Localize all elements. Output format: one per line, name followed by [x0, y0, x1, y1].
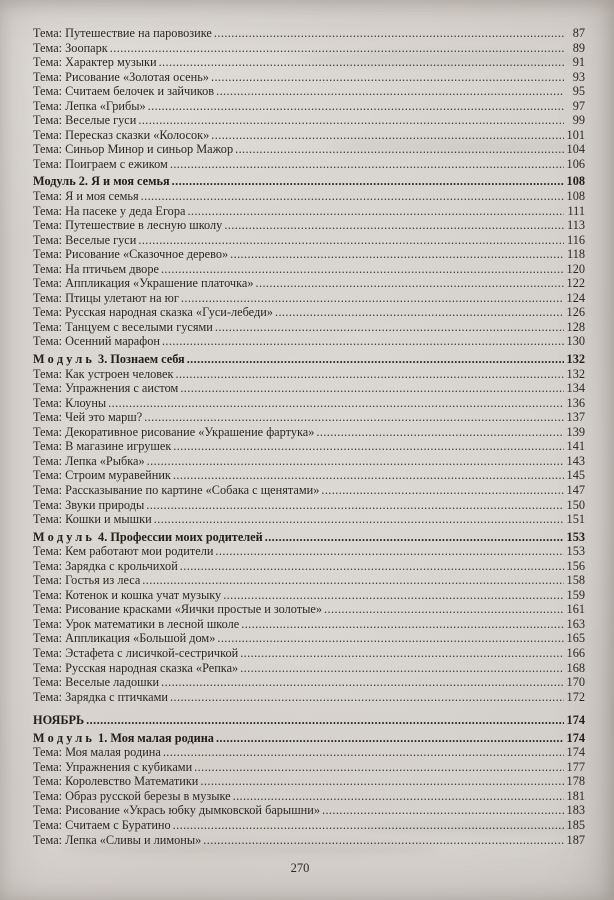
toc-entry-page: 111	[567, 203, 585, 218]
dot-leader	[233, 142, 564, 157]
dot-leader	[152, 512, 564, 527]
toc-entry-label: Тема: На пасеке у деда Егора	[33, 203, 186, 218]
toc-entry-label: Тема: Кем работают мои родители	[33, 544, 214, 559]
toc-entry-label: Тема: Лепка «Рыбка»	[33, 453, 145, 468]
dot-leader	[273, 305, 564, 320]
toc-entry-page: 95	[572, 84, 585, 99]
toc-entry	[33, 157, 585, 172]
toc-entry-page: 108	[566, 174, 585, 189]
table-of-contents	[33, 26, 585, 847]
dot-leader	[201, 833, 564, 848]
toc-entry-label: Тема: Рисование красками «Яички простые и золотые»	[33, 602, 323, 617]
toc-entry	[33, 334, 585, 349]
toc-entry	[33, 439, 585, 454]
toc-entry	[33, 745, 585, 760]
dot-leader	[171, 439, 564, 454]
dot-leader	[136, 233, 564, 248]
dot-leader	[213, 544, 564, 559]
dot-leader	[198, 774, 564, 789]
toc-entry	[33, 602, 585, 617]
toc-entry-page: 174	[566, 745, 585, 760]
toc-entry-label: Тема: Характер музыки	[33, 55, 157, 70]
toc-entry	[33, 690, 585, 705]
page-number: 270	[290, 861, 310, 875]
dot-leader	[215, 631, 564, 646]
toc-entry	[33, 789, 585, 804]
toc-entry	[33, 204, 585, 219]
toc-entry-label: Тема: Аппликация «Большой дом»	[33, 631, 216, 646]
toc-entry-page: 172	[566, 689, 585, 704]
dot-leader	[209, 70, 564, 85]
toc-entry	[33, 410, 585, 425]
toc-entry-page: 150	[566, 497, 585, 512]
toc-entry-page: 153	[566, 529, 585, 544]
toc-entry-page: 141	[566, 439, 585, 454]
toc-entry-page: 147	[566, 482, 585, 497]
toc-entry-page: 178	[566, 774, 585, 789]
toc-entry	[33, 276, 585, 291]
toc-entry-label: Тема: Урок математики в лесной школе	[33, 616, 240, 631]
dot-leader	[173, 367, 564, 382]
toc-entry-label: Тема: На птичьем дворе	[33, 261, 159, 276]
toc-entry-page: 101	[566, 127, 585, 142]
toc-entry	[33, 646, 585, 661]
dot-leader	[322, 602, 564, 617]
toc-entry-page: 165	[566, 631, 585, 646]
dot-leader	[106, 396, 564, 411]
toc-entry-page: 108	[566, 189, 585, 204]
dot-leader	[145, 454, 564, 469]
toc-entry-page: 91	[572, 55, 585, 70]
toc-entry-page: 183	[566, 803, 585, 818]
toc-entry-page: 156	[566, 558, 585, 573]
toc-entry-label: Тема: Путешествие в лесную школу	[33, 218, 223, 233]
dot-leader	[161, 745, 564, 760]
toc-entry-page: 87	[572, 26, 585, 40]
toc-entry-page: 106	[566, 156, 585, 171]
toc-entry-label: Тема: Веселые ладошки	[33, 675, 160, 690]
dot-leader	[314, 425, 564, 440]
toc-entry	[33, 41, 585, 56]
toc-entry-label: Тема: Зарядка с птичками	[33, 689, 169, 704]
toc-entry-label: Тема: Аппликация «Украшение платочка»	[33, 276, 254, 291]
toc-entry-page: 143	[566, 453, 585, 468]
toc-entry	[33, 84, 585, 99]
toc-entry	[33, 559, 585, 574]
toc-entry-label: Тема: Упражнения с аистом	[33, 381, 179, 396]
toc-entry	[33, 55, 585, 70]
toc-entry-page: 139	[566, 424, 585, 439]
toc-entry-label: Тема: Упражнения с кубиками	[33, 759, 193, 774]
dot-leader	[178, 381, 564, 396]
toc-entry-page: 116	[567, 232, 585, 247]
dot-leader	[170, 174, 564, 189]
toc-entry	[33, 189, 585, 204]
toc-entry-page: 89	[572, 40, 585, 55]
toc-entry-label: Тема: Поиграем с ежиком	[33, 156, 168, 171]
toc-heading	[33, 174, 585, 189]
toc-heading	[33, 731, 585, 746]
toc-entry-label: М о д у л ь 4. Профессии моих родителей	[33, 529, 263, 544]
toc-entry-label: Тема: Лепка «Сливы и лимоны»	[33, 832, 202, 847]
dot-leader	[254, 276, 565, 291]
toc-entry-label: М о д у л ь 3. Познаем себя	[33, 352, 185, 367]
toc-entry-page: 122	[566, 276, 585, 291]
toc-entry	[33, 573, 585, 588]
toc-entry-label: Тема: Птицы улетают на юг	[33, 290, 179, 305]
toc-entry	[33, 774, 585, 789]
toc-entry	[33, 833, 585, 848]
toc-heading	[33, 352, 585, 367]
dot-leader	[214, 84, 564, 99]
toc-entry-label: Тема: Строим муравейник	[33, 468, 171, 483]
toc-entry	[33, 396, 585, 411]
toc-entry	[33, 631, 585, 646]
toc-entry	[33, 512, 585, 527]
dot-leader	[185, 352, 564, 367]
toc-entry-label: Тема: Считаем с Буратино	[33, 817, 171, 832]
toc-entry	[33, 425, 585, 440]
toc-entry-label: Тема: Рисование «Укрась юбку дымковской барышни»	[33, 803, 320, 818]
dot-leader	[140, 573, 564, 588]
toc-entry	[33, 291, 585, 306]
toc-entry-label: Тема: Осенний марафон	[33, 334, 160, 349]
toc-entry	[33, 381, 585, 396]
toc-entry-page: 120	[566, 261, 585, 276]
toc-entry-label: Тема: Звуки природы	[33, 497, 145, 512]
toc-entry	[33, 483, 585, 498]
dot-leader	[222, 218, 564, 233]
dot-leader	[168, 690, 564, 705]
dot-leader	[212, 26, 564, 41]
toc-entry-label: Тема: Эстафета с лисичкой-сестричкой	[33, 645, 239, 660]
toc-entry-label: Тема: Я и моя семья	[33, 189, 139, 204]
toc-entry-page: 134	[566, 381, 585, 396]
toc-entry-label: Тема: Клоуны	[33, 395, 107, 410]
toc-entry-label: М о д у л ь 1. Моя малая родина	[33, 730, 214, 745]
toc-entry	[33, 544, 585, 559]
dot-leader	[319, 483, 564, 498]
toc-entry-label: Тема: Лепка «Грибы»	[33, 98, 146, 113]
dot-leader	[320, 803, 564, 818]
toc-heading	[33, 713, 585, 728]
toc-entry-page: 166	[566, 645, 585, 660]
toc-entry-page: 181	[566, 788, 585, 803]
toc-entry	[33, 128, 585, 143]
dot-leader	[192, 760, 564, 775]
toc-entry-page: 136	[566, 395, 585, 410]
toc-entry-label: Тема: Зарядка с крольчихой	[33, 558, 178, 573]
toc-entry	[33, 70, 585, 85]
dot-leader	[84, 713, 564, 728]
toc-entry-page: 118	[567, 247, 585, 262]
dot-leader	[159, 675, 564, 690]
toc-entry	[33, 468, 585, 483]
toc-entry-label: Тема: Веселые гуси	[33, 232, 137, 247]
toc-entry	[33, 262, 585, 277]
dot-leader	[157, 55, 564, 70]
dot-leader	[179, 291, 564, 306]
toc-entry-page: 126	[566, 305, 585, 320]
toc-entry-page: 185	[566, 817, 585, 832]
toc-entry-page: 151	[566, 512, 585, 527]
toc-entry-page: 161	[566, 602, 585, 617]
toc-entry	[33, 617, 585, 632]
toc-entry-label: Тема: Русская народная сказка «Гуси-лебеди»	[33, 305, 273, 320]
toc-entry-label: Тема: Синьор Минор и синьор Мажор	[33, 142, 234, 157]
dot-leader	[263, 530, 564, 545]
toc-entry-label: НОЯБРЬ	[33, 713, 85, 728]
dot-leader	[136, 113, 564, 128]
toc-entry-page: 137	[566, 410, 585, 425]
dot-leader	[160, 334, 564, 349]
dot-leader	[239, 617, 564, 632]
toc-entry	[33, 233, 585, 248]
toc-entry	[33, 99, 585, 114]
dot-leader	[238, 646, 564, 661]
dot-leader	[185, 204, 564, 219]
toc-entry-page: 177	[566, 759, 585, 774]
toc-entry-page: 104	[566, 142, 585, 157]
toc-entry	[33, 588, 585, 603]
toc-entry-page: 163	[566, 616, 585, 631]
dot-leader	[209, 128, 564, 143]
dot-leader	[139, 189, 564, 204]
toc-entry-page: 130	[566, 334, 585, 349]
toc-entry-label: Тема: Зоопарк	[33, 40, 108, 55]
dot-leader	[108, 41, 564, 56]
toc-entry-label: Тема: Кошки и мышки	[33, 512, 152, 527]
toc-entry-page: 174	[566, 713, 585, 728]
toc-entry-page: 168	[566, 660, 585, 675]
dot-leader	[231, 789, 564, 804]
toc-entry	[33, 675, 585, 690]
toc-entry-label: Тема: Королевство Математики	[33, 774, 199, 789]
toc-entry-label: Тема: Образ русской березы в музыке	[33, 788, 231, 803]
toc-entry-label: Тема: Пересказ сказки «Колосок»	[33, 127, 210, 142]
toc-entry	[33, 498, 585, 513]
toc-entry	[33, 454, 585, 469]
toc-entry	[33, 113, 585, 128]
toc-entry-page: 132	[566, 366, 585, 381]
toc-entry-label: Тема: Русская народная сказка «Репка»	[33, 660, 239, 675]
dot-leader	[146, 99, 564, 114]
dot-leader	[221, 588, 564, 603]
toc-entry-label: Тема: Гостья из леса	[33, 573, 141, 588]
toc-entry	[33, 803, 585, 818]
toc-entry-label: Тема: Как устроен человек	[33, 366, 174, 381]
dot-leader	[159, 262, 564, 277]
toc-entry-page: 128	[566, 319, 585, 334]
toc-entry	[33, 818, 585, 833]
dot-leader	[178, 559, 564, 574]
toc-entry-page: 170	[566, 675, 585, 690]
toc-entry	[33, 367, 585, 382]
dot-leader	[171, 468, 564, 483]
toc-entry	[33, 142, 585, 157]
toc-entry-label: Тема: Рисование «Сказочное дерево»	[33, 247, 229, 262]
dot-leader	[213, 320, 564, 335]
toc-entry	[33, 661, 585, 676]
toc-entry-label: Тема: Считаем белочек и зайчиков	[33, 84, 215, 99]
toc-entry-label: Модуль 2. Я и моя семья	[33, 174, 170, 189]
toc-entry-page: 132	[566, 352, 585, 367]
toc-entry-label: Тема: Танцуем с веселыми гусями	[33, 319, 213, 334]
toc-entry-page: 174	[566, 730, 585, 745]
dot-leader	[171, 818, 564, 833]
toc-entry-page: 187	[566, 832, 585, 847]
toc-entry-label: Тема: Путешествие на паровозике	[33, 26, 212, 40]
toc-entry	[33, 247, 585, 262]
toc-entry-page: 159	[566, 587, 585, 602]
toc-heading	[33, 530, 585, 545]
toc-entry	[33, 26, 585, 41]
toc-entry-label: Тема: Рассказывание по картине «Собака с щенятами»	[33, 482, 320, 497]
toc-entry	[33, 760, 585, 775]
dot-leader	[228, 247, 564, 262]
toc-entry-label: Тема: Чей это марш?	[33, 410, 143, 425]
toc-entry-label: Тема: Котенок и кошка учат музыку	[33, 587, 222, 602]
toc-entry-page: 99	[572, 113, 585, 128]
dot-leader	[214, 731, 564, 746]
toc-entry-label: Тема: Веселые гуси	[33, 113, 137, 128]
toc-entry-page: 124	[566, 290, 585, 305]
toc-entry-page: 113	[567, 218, 585, 233]
toc-entry	[33, 320, 585, 335]
dot-leader	[144, 498, 564, 513]
toc-entry-page: 145	[566, 468, 585, 483]
toc-entry-label: Тема: Рисование «Золотая осень»	[33, 69, 209, 84]
dot-leader	[142, 410, 564, 425]
toc-entry-page: 158	[566, 573, 585, 588]
dot-leader	[238, 661, 564, 676]
toc-entry-page: 153	[566, 544, 585, 559]
dot-leader	[168, 157, 564, 172]
toc-entry-label: Тема: В магазине игрушек	[33, 439, 172, 454]
toc-entry-page: 97	[572, 98, 585, 113]
toc-entry	[33, 305, 585, 320]
toc-entry-label: Тема: Моя малая родина	[33, 745, 161, 760]
toc-entry-label: Тема: Декоративное рисование «Украшение фартука»	[33, 424, 315, 439]
toc-entry-page: 93	[572, 69, 585, 84]
toc-entry	[33, 218, 585, 233]
